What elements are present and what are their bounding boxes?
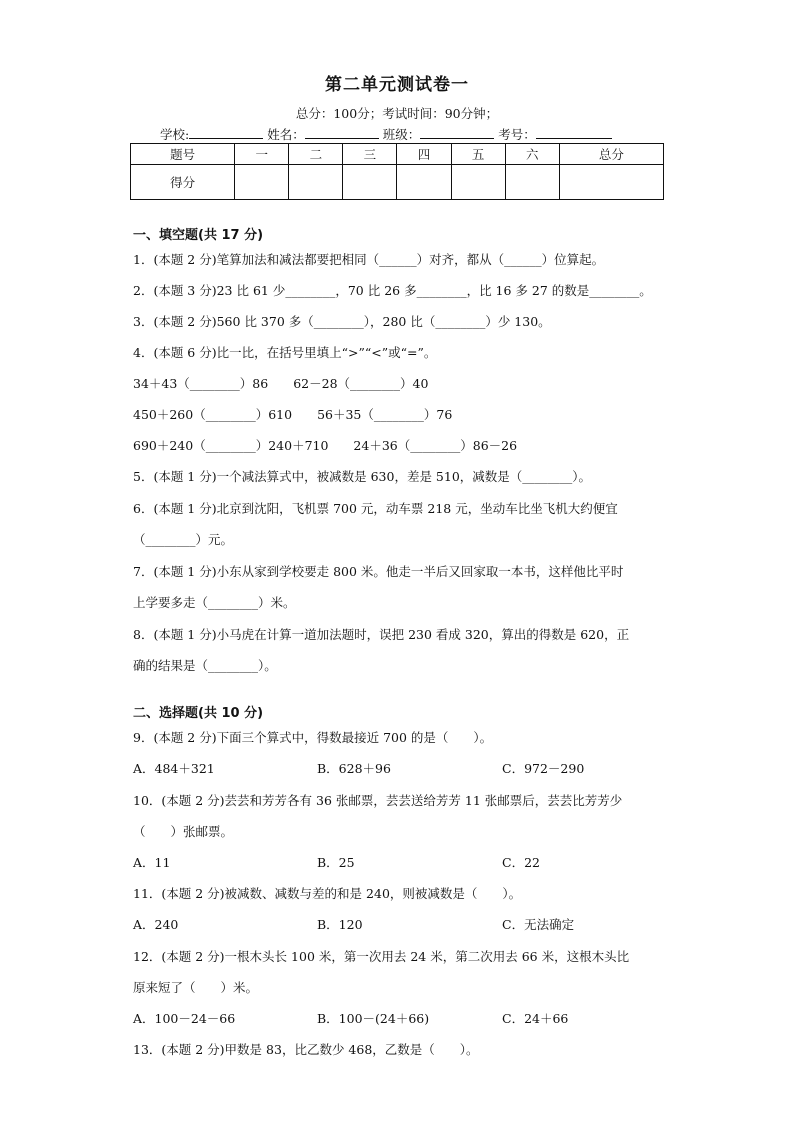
option-b[interactable]: B．120 [317, 917, 363, 932]
question-line: 34＋43（________）86 62－28（________）40 [133, 376, 429, 391]
option-c[interactable]: C．无法确定 [502, 917, 575, 932]
question-line: 4．(本题 6 分)比一比，在括号里填上“>”“<”或“=”。 [133, 345, 437, 360]
question-line: 2．(本题 3 分)23 比 61 少________，70 比 26 多________，比 16 多 27 的数是________。 [133, 283, 652, 298]
option-a[interactable]: A．484＋321 [133, 761, 215, 776]
question-line: 6．(本题 1 分)北京到沈阳，飞机票 700 元，动车票 218 元，坐动车比坐飞机大约便宜 [133, 501, 618, 516]
question-line: 12．(本题 2 分)一根木头长 100 米，第一次用去 24 米，第二次用去 66 米，这根木头比 [133, 949, 630, 964]
option-b[interactable]: B．25 [317, 855, 355, 870]
question-line: 7．(本题 1 分)小东从家到学校要走 800 米。他走一半后又回家取一本书，这样他比平时 [133, 564, 624, 579]
question-line: 3．(本题 2 分)560 比 370 多（________），280 比（________）少 130。 [133, 314, 551, 329]
section-heading: 二、选择题(共 10 分) [133, 706, 264, 721]
exam-subtitle: 总分：100分；考试时间：90分钟； [295, 106, 499, 121]
question-line: 5．(本题 1 分)一个减法算式中，被减数是 630，差是 510，减数是（________）。 [133, 469, 592, 484]
option-c[interactable]: C．24＋66 [502, 1011, 569, 1026]
name-blank [305, 126, 379, 139]
score-row-label: 得分 [131, 165, 235, 200]
question-line: 450＋260（________）610 56＋35（________）76 [133, 407, 453, 422]
score-header-cell: 一 [235, 144, 289, 165]
class-blank [420, 126, 494, 139]
question-line: 9．(本题 2 分)下面三个算式中，得数最接近 700 的是（ ）。 [133, 730, 493, 745]
score-header-cell: 三 [343, 144, 397, 165]
question-line: 8．(本题 1 分)小马虎在计算一道加法题时，误把 230 看成 320，算出的得数是 620，正 [133, 627, 630, 642]
score-table-score-row [131, 165, 664, 200]
name-label: 姓名： [267, 127, 305, 142]
score-cell[interactable] [397, 165, 451, 200]
option-a[interactable]: A．100－24－66 [133, 1011, 236, 1026]
exam-no-blank [536, 126, 612, 139]
question-line: 确的结果是（________）。 [133, 658, 277, 673]
score-header-cell: 题号 [131, 144, 235, 165]
question-line: 10．(本题 2 分)芸芸和芳芳各有 36 张邮票，芸芸送给芳芳 11 张邮票后，芸芸比芳芳少 [133, 793, 623, 808]
option-a[interactable]: A．11 [133, 855, 171, 870]
page-title: 第二单元测试卷一 [325, 75, 469, 95]
student-info-line [160, 125, 612, 143]
option-b[interactable]: B．100－(24＋66) [317, 1011, 430, 1026]
score-cell[interactable] [505, 165, 559, 200]
question-line: 13．(本题 2 分)甲数是 83，比乙数少 468，乙数是（ ）。 [133, 1042, 479, 1057]
question-line: 上学要多走（________）米。 [133, 595, 296, 610]
question-line: （________）元。 [133, 532, 234, 547]
score-table-header-row [131, 144, 664, 165]
score-header-cell: 六 [505, 144, 559, 165]
score-table [130, 143, 664, 200]
question-line: （ ）张邮票。 [133, 824, 234, 839]
score-header-cell: 四 [397, 144, 451, 165]
exam-no-label: 考号： [498, 127, 536, 142]
score-cell[interactable] [289, 165, 343, 200]
score-cell[interactable] [451, 165, 505, 200]
score-cell[interactable] [559, 165, 663, 200]
score-header-cell: 五 [451, 144, 505, 165]
question-line: 11．(本题 2 分)被减数、减数与差的和是 240，则被减数是（ ）。 [133, 886, 522, 901]
question-line: 原来短了（ ）米。 [133, 980, 259, 995]
question-line: 690＋240（________）240＋710 24＋36（________）86－26 [133, 438, 518, 453]
school-label: 学校: [160, 127, 190, 142]
section-heading: 一、填空题(共 17 分) [133, 228, 264, 243]
option-b[interactable]: B．628＋96 [317, 761, 391, 776]
option-c[interactable]: C．22 [502, 855, 540, 870]
option-c[interactable]: C．972－290 [502, 761, 585, 776]
score-cell[interactable] [343, 165, 397, 200]
school-blank [189, 126, 263, 139]
class-label: 班级： [382, 127, 421, 142]
question-line: 1．(本题 2 分)笔算加法和减法都要把相同（______）对齐，都从（______）位算起。 [133, 252, 605, 267]
score-header-cell: 二 [289, 144, 343, 165]
score-header-cell: 总分 [559, 144, 663, 165]
score-cell[interactable] [235, 165, 289, 200]
option-a[interactable]: A．240 [133, 917, 179, 932]
